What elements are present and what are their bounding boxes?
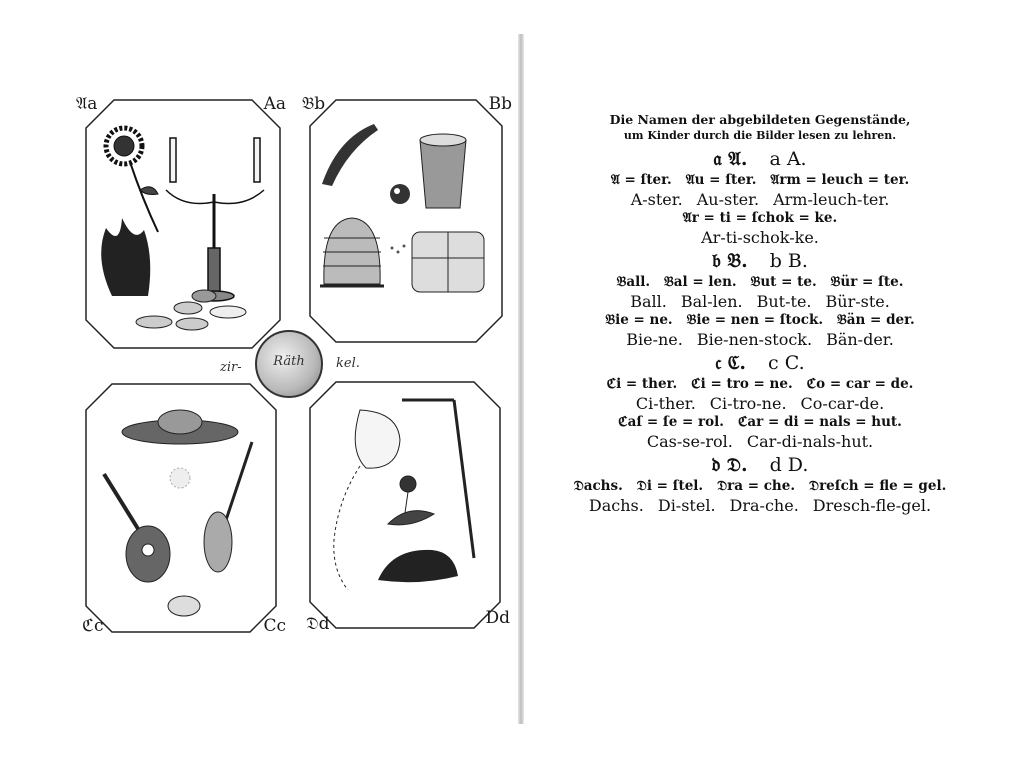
word-row-roman [560, 432, 960, 451]
letter-heading [560, 453, 960, 477]
letter-heading-fraktur: 𝔠 ℭ. [715, 352, 747, 374]
page-title: Die Namen der abgebildeten Gegenstände, [609, 112, 911, 127]
plate-c-letter-right: Cc [263, 616, 286, 636]
plate-a-illustration [84, 98, 282, 350]
word-row-roman [560, 292, 960, 311]
letter-heading [560, 351, 960, 375]
plate-d-illustration [308, 380, 502, 630]
word: Bie-ne. [626, 330, 683, 349]
plate-b-letter-right: Bb [488, 94, 512, 114]
word: Co-car-de. [800, 394, 885, 413]
letter-heading-fraktur: 𝔞 𝔄. [713, 148, 748, 170]
word: 𝔄rm = leuch = ter. [770, 172, 910, 188]
word: ℭar = di = nals = hut. [737, 414, 902, 430]
plate-a [76, 94, 286, 350]
word-row-fraktur [560, 209, 960, 228]
plate-a-letter-right: Aa [263, 94, 286, 114]
medallion-caption-left: zir- [220, 360, 242, 375]
letter-heading-fraktur: 𝔟 𝔅. [712, 250, 748, 272]
word-sections [560, 147, 960, 515]
word: Dachs. [588, 496, 644, 515]
plate-d-letter-right: Dd [485, 608, 510, 628]
word: Ci-ther. [635, 394, 696, 413]
page-gutter [518, 34, 524, 724]
word-row-roman [560, 228, 960, 247]
letter-heading [560, 249, 960, 273]
word: Cas-se-rol. [646, 432, 733, 451]
word: Car-di-nals-hut. [746, 432, 874, 451]
word: Bän-der. [826, 330, 894, 349]
word: Ci-tro-ne. [709, 394, 787, 413]
word-row-fraktur [560, 171, 960, 190]
medallion-text: Räth [273, 354, 305, 369]
word: 𝔇ra = che. [717, 478, 796, 494]
word-row-roman [560, 330, 960, 349]
word: But-te. [756, 292, 812, 311]
letter-heading-roman: b B. [769, 250, 808, 272]
word: 𝔅ut = te. [750, 274, 817, 290]
word: 𝔇reſch = fle = gel. [809, 478, 947, 494]
word-row-roman [560, 496, 960, 515]
word: 𝔅än = der. [837, 312, 915, 328]
page-subtitle: um Kinder durch die Bilder lesen zu lehren. [623, 129, 897, 142]
letter-heading-fraktur: 𝔡 𝔇. [711, 454, 748, 476]
word: 𝔅ür = ſte. [830, 274, 904, 290]
word-row-fraktur [560, 273, 960, 292]
word-list-page [560, 112, 960, 515]
word: 𝔄 = ſter. [610, 172, 672, 188]
plate-b [302, 94, 512, 344]
word: 𝔄r = ti = ſchok = ke. [682, 210, 838, 226]
word: Ball. [630, 292, 667, 311]
plate-c-illustration [84, 382, 278, 634]
word-row-fraktur [560, 477, 960, 496]
plate-b-illustration [308, 98, 504, 344]
word: 𝔇i = ſtel. [636, 478, 704, 494]
plate-d-letter-left: 𝔇d [306, 614, 330, 634]
plate-b-letter-left: 𝔅b [302, 94, 326, 114]
word: Bal-len. [680, 292, 743, 311]
word: 𝔅all. [616, 274, 651, 290]
word: A-ster. [630, 190, 683, 209]
word: Arm-leuch-ter. [773, 190, 890, 209]
word: 𝔄u = ſter. [685, 172, 757, 188]
word-row-roman [560, 190, 960, 209]
word: 𝔅al = len. [664, 274, 737, 290]
plate-d [306, 380, 510, 634]
word-row-fraktur [560, 311, 960, 330]
word-row-roman [560, 394, 960, 413]
medallion-caption-right: kel. [336, 356, 360, 371]
word: 𝔅ie = nen = ſtock. [686, 312, 824, 328]
word: 𝔇achs. [573, 478, 623, 494]
plate-c-letter-left: ℭc [82, 616, 104, 636]
word: ℭo = car = de. [806, 376, 914, 392]
plate-c [82, 382, 286, 636]
word-row-fraktur [560, 413, 960, 432]
word: Bür-ste. [825, 292, 890, 311]
letter-heading-roman: d D. [769, 454, 809, 476]
word: Au-ster. [696, 190, 760, 209]
word: ℭi = ther. [606, 376, 678, 392]
word: Dra-che. [729, 496, 799, 515]
word: Ar-ti-schok-ke. [701, 228, 819, 247]
word-row-fraktur [560, 375, 960, 394]
word: 𝔅ie = ne. [605, 312, 673, 328]
plate-a-letter-left: 𝔄a [76, 94, 98, 114]
word: ℭaſ = ſe = rol. [618, 414, 724, 430]
word: ℭi = tro = ne. [691, 376, 793, 392]
word: Di-stel. [657, 496, 716, 515]
word: Bie-nen-stock. [696, 330, 813, 349]
word: Dresch-fle-gel. [812, 496, 932, 515]
letter-heading-roman: a A. [769, 148, 807, 170]
letter-heading-roman: c C. [768, 352, 805, 374]
letter-heading [560, 147, 960, 171]
